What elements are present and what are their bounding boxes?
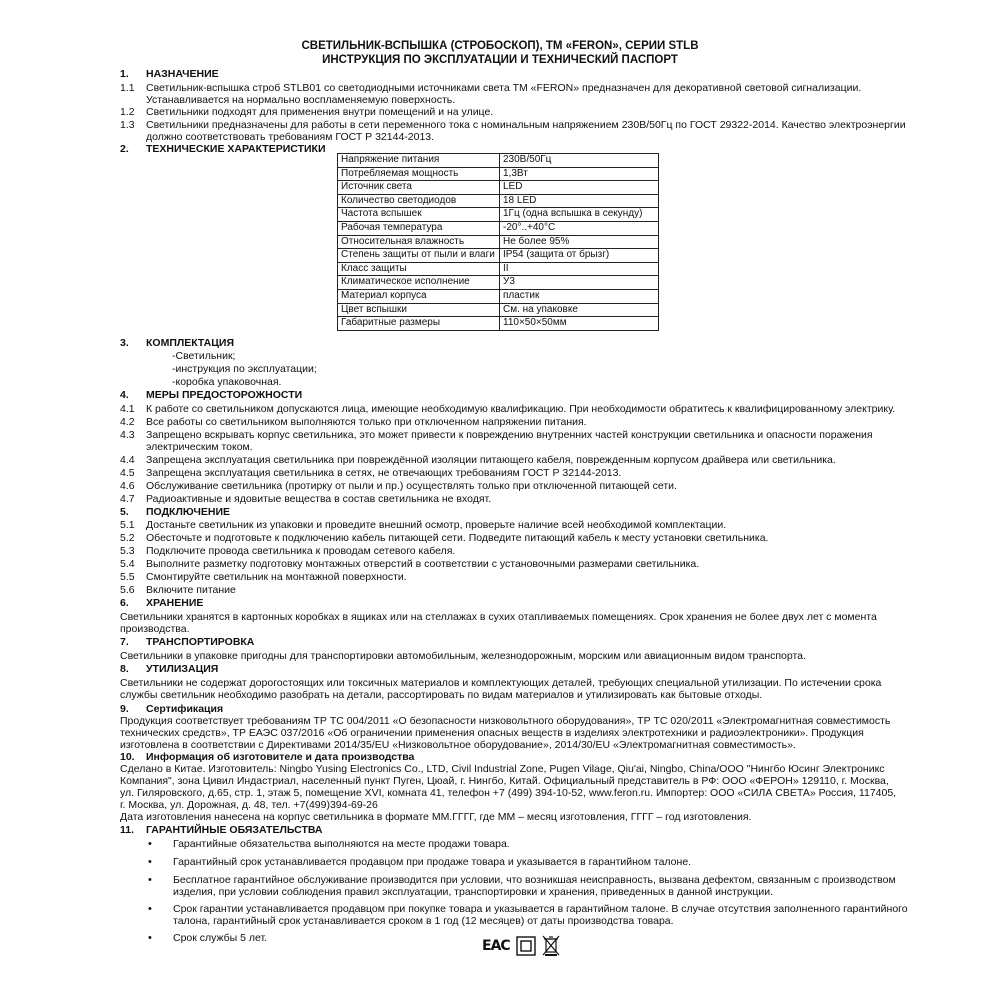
paragraph-line: производства.	[120, 623, 190, 635]
section-number: 1.	[120, 68, 129, 80]
section-number: 2.	[120, 143, 129, 155]
section-title: УТИЛИЗАЦИЯ	[146, 663, 219, 675]
spec-row	[338, 221, 659, 235]
paragraph-line: технических средств», ТР ЕАЭС 037/2016 «Об ограничении применения опасных веществ в изделиях электротехники и радиоэлектроники». Продукция	[120, 727, 864, 739]
paragraph-line: г. Москва, ул. Дорожная, д. 48, тел. +7(499)394-69-26	[120, 799, 378, 811]
paragraph-line: электрическим током.	[146, 441, 253, 453]
spec-value: II	[500, 262, 659, 276]
double-insulation-icon	[516, 936, 536, 956]
paragraph-line: Смонтируйте светильник на монтажной поверхности.	[146, 571, 407, 583]
paragraph-line: Дата изготовления нанесена на корпус светильника в формате ММ.ГГГГ, где ММ – месяц изготовления, ГГГГ – год изготовления.	[120, 811, 752, 823]
item-number: 1.2	[120, 106, 135, 118]
section-title: ХРАНЕНИЕ	[146, 597, 204, 609]
item-number: 5.1	[120, 519, 135, 531]
item-number: 1.1	[120, 82, 135, 94]
item-number: 4.1	[120, 403, 135, 415]
paragraph-line: Продукция соответствует требованиям ТР ТС 004/2011 «О безопасности низковольтного оборудования», ТР ТС 020/2011 «Электромагнитная совместимость	[120, 715, 891, 727]
bullet-icon: •	[148, 838, 152, 850]
paragraph-line: Обслуживание светильника (протирку от пыли и пр.) осуществлять только при отключенной питающей сети.	[146, 480, 677, 492]
item-number: 5.3	[120, 545, 135, 557]
section-number: 3.	[120, 337, 129, 349]
paragraph-line: изготовлена в соответствии с Директивами 2014/35/EU «Низковольтное оборудование», 2014/30/EU «Электромагнитная совместимость».	[120, 739, 796, 751]
section-title: ТРАНСПОРТИРОВКА	[146, 636, 255, 648]
list-item: -Светильник;	[172, 350, 236, 362]
spec-value: -20°..+40°С	[500, 221, 659, 235]
spec-row	[338, 181, 659, 195]
paragraph-line: Все работы со светильником выполняются только при отключенном напряжении питания.	[146, 416, 587, 428]
section-number: 10.	[120, 751, 135, 763]
paragraph-line: Сделано в Китае. Изготовитель: Ningbo Yusing Electronics Co., LTD, Civil Industrial Zone, Pugen Vilage, Qiu'ai, Ningbo, China/ООО "Нингбо Юсинг Электроникс	[120, 763, 885, 775]
item-number: 4.5	[120, 467, 135, 479]
spec-value: IP54 (защита от брызг)	[500, 249, 659, 263]
section-title: Сертификация	[146, 703, 224, 715]
spec-value: 110×50×50мм	[500, 317, 659, 331]
paragraph-line: Гарантийный срок устанавливается продавцом при продаже товара и указывается в гарантийном талоне.	[173, 856, 692, 868]
bullet-icon: •	[148, 932, 152, 944]
spec-key: Цвет вспышки	[338, 303, 500, 317]
section-title: Информация об изготовителе и дата производства	[146, 751, 415, 763]
paragraph-line: Светильник-вспышка строб STLB01 со светодиодными источниками света ТМ «FERON» предназначен для декоративной световой сигнализации.	[146, 82, 862, 94]
paragraph-line: Светильники хранятся в картонных коробках в ящиках или на стеллажах в сухих отапливаемых помещениях. Срок хранения не более двух лет с момента	[120, 611, 877, 623]
paragraph-line: Запрещена эксплуатация светильника в сетях, не отвечающих требованиям ГОСТ Р 32144-2013.	[146, 467, 622, 479]
section-number: 7.	[120, 636, 129, 648]
paragraph-line: К работе со светильником допускаются лица, имеющие необходимую квалификацию. При необходимости обратитесь к квалифицированному электрику.	[146, 403, 896, 415]
spec-value: пластик	[500, 289, 659, 303]
spec-row	[338, 194, 659, 208]
item-number: 4.2	[120, 416, 135, 428]
spec-key: Относительная влажность	[338, 235, 500, 249]
spec-value: У3	[500, 276, 659, 290]
paragraph-line: Бесплатное гарантийное обслуживание производится при условии, что возникшая неисправность, вызвана дефектом, связанным с производством	[173, 874, 896, 886]
section-title: НАЗНАЧЕНИЕ	[146, 68, 219, 80]
paragraph-line: Компания", зона Цивил Индастриал, населенный пункт Пуген, Цюай, г. Нингбо, Китай. Официальный представитель в РФ: ООО «ФЕРОН» 129110, г. Москва,	[120, 775, 889, 787]
paragraph-line: Выполните разметку подготовку монтажных отверстий в соответствии с установочными размерами светильника.	[146, 558, 700, 570]
bullet-icon: •	[148, 874, 152, 886]
spec-key: Потребляемая мощность	[338, 167, 500, 181]
spec-row	[338, 208, 659, 222]
item-number: 4.7	[120, 493, 135, 505]
paragraph-line: Подключите провода светильника к проводам сетевого кабеля.	[146, 545, 456, 557]
crossed-bin-icon	[542, 935, 560, 957]
spec-value: 18 LED	[500, 194, 659, 208]
paragraph-line: Устанавливается на нормально воспламеняемую поверхность.	[146, 94, 456, 106]
spec-row	[338, 262, 659, 276]
spec-key: Материал корпуса	[338, 289, 500, 303]
section-number: 6.	[120, 597, 129, 609]
paragraph-line: изделия, при условии соблюдения правил эксплуатации, транспортировки и хранения, приведенных в данной инструкции.	[173, 886, 774, 898]
paragraph-line: Обесточьте и подготовьте к подключению кабель питающей сети. Подведите питающий кабель к месту установки светильника.	[146, 532, 769, 544]
paragraph-line: Светильники в упаковке пригодны для транспортировки автомобильным, железнодорожным, морским или авиационным видом транспорта.	[120, 650, 806, 662]
spec-row	[338, 276, 659, 290]
spec-key: Количество светодиодов	[338, 194, 500, 208]
spec-row	[338, 167, 659, 181]
section-title: ТЕХНИЧЕСКИЕ ХАРАКТЕРИСТИКИ	[146, 143, 326, 155]
spec-value: 1,3Вт	[500, 167, 659, 181]
paragraph-line: Светильники предназначены для работы в сети переменного тока с номинальным напряжением 230В/50Гц по ГОСТ 29322-2014. Качество электроэнергии	[146, 119, 906, 131]
section-title: ГАРАНТИЙНЫЕ ОБЯЗАТЕЛЬСТВА	[146, 824, 323, 836]
spec-row	[338, 249, 659, 263]
section-number: 8.	[120, 663, 129, 675]
doc-subtitle: ИНСТРУКЦИЯ ПО ЭКСПЛУАТАЦИИ И ТЕХНИЧЕСКИЙ ПАСПОРТ	[322, 54, 678, 66]
spec-row	[338, 154, 659, 168]
paragraph-line: Включите питание	[146, 584, 236, 596]
certification-marks	[482, 935, 560, 957]
item-number: 4.3	[120, 429, 135, 441]
spec-row	[338, 235, 659, 249]
spec-value: LED	[500, 181, 659, 195]
paragraph-line: Срок гарантии устанавливается продавцом при покупке товара и указывается в гарантийном талоне. В случае отсутствия заполненного гарантийного	[173, 903, 908, 915]
section-title: КОМПЛЕКТАЦИЯ	[146, 337, 235, 349]
item-number: 4.4	[120, 454, 135, 466]
paragraph-line: службы светильник необходимо разобрать на детали, рассортировать по видам материалов и утилизировать как бытовые отходы.	[120, 689, 763, 701]
paragraph-line: Светильники подходят для применения внутри помещений и на улице.	[146, 106, 494, 118]
item-number: 5.4	[120, 558, 135, 570]
spec-key: Климатическое исполнение	[338, 276, 500, 290]
paragraph-line: Светильники не содержат дорогостоящих или токсичных материалов и комплектующих деталей, требующих специальной утилизации. По истечении срока	[120, 677, 882, 689]
spec-key: Частота вспышек	[338, 208, 500, 222]
spec-key: Напряжение питания	[338, 154, 500, 168]
spec-key: Класс защиты	[338, 262, 500, 276]
section-number: 9.	[120, 703, 129, 715]
spec-row	[338, 289, 659, 303]
spec-table	[337, 153, 659, 331]
doc-title: СВЕТИЛЬНИК-ВСПЫШКА (СТРОБОСКОП), ТМ «FERON», СЕРИИ STLB	[301, 40, 699, 52]
paragraph-line: Гарантийные обязательства выполняются на месте продажи товара.	[173, 838, 510, 850]
spec-row	[338, 303, 659, 317]
item-number: 5.5	[120, 571, 135, 583]
spec-key: Степень защиты от пыли и влаги	[338, 249, 500, 263]
item-number: 4.6	[120, 480, 135, 492]
spec-value: 1Гц (одна вспышка в секунду)	[500, 208, 659, 222]
paragraph-line: Срок службы 5 лет.	[173, 932, 268, 944]
paragraph-line: Радиоактивные и ядовитые вещества в состав светильника не входят.	[146, 493, 492, 505]
spec-key: Источник света	[338, 181, 500, 195]
eac-mark-icon: ЕАС	[482, 938, 510, 954]
section-title: ПОДКЛЮЧЕНИЕ	[146, 506, 231, 518]
paragraph-line: ул. Гиляровского, д.65, стр. 1, этаж 5, помещение XVI, комната 41, телефон +7 (499) 394-10-52, www.feron.ru. Импортер: ООО «СИЛА СВЕТА» Россия, 117405,	[120, 787, 897, 799]
paragraph-line: Запрещено вскрывать корпус светильника, это может привести к повреждению внутренних частей конструкции светильника и опасности поражения	[146, 429, 873, 441]
spec-value: Не более 95%	[500, 235, 659, 249]
paragraph-line: должно соответствовать требованиям ГОСТ Р 32144-2013.	[146, 131, 435, 143]
section-number: 11.	[120, 824, 135, 836]
section-number: 5.	[120, 506, 129, 518]
bullet-icon: •	[148, 856, 152, 868]
item-number: 5.2	[120, 532, 135, 544]
bullet-icon: •	[148, 903, 152, 915]
paragraph-line: Достаньте светильник из упаковки и проведите внешний осмотр, проверьте наличие всей необходимой комплектации.	[146, 519, 727, 531]
spec-key: Рабочая температура	[338, 221, 500, 235]
paragraph-line: талона, гарантийный срок устанавливается сроком в 1 год (12 месяцев) от даты производства товара.	[173, 915, 674, 927]
section-number: 4.	[120, 389, 129, 401]
list-item: -коробка упаковочная.	[172, 376, 282, 388]
spec-row	[338, 317, 659, 331]
paragraph-line: Запрещена эксплуатация светильника при повреждённой изоляции питающего кабеля, поврежденным корпусом драйвера или светильника.	[146, 454, 836, 466]
spec-key: Габаритные размеры	[338, 317, 500, 331]
section-title: МЕРЫ ПРЕДОСТОРОЖНОСТИ	[146, 389, 303, 401]
spec-value: 230В/50Гц	[500, 154, 659, 168]
item-number: 5.6	[120, 584, 135, 596]
list-item: -инструкция по эксплуатации;	[172, 363, 317, 375]
spec-value: См. на упаковке	[500, 303, 659, 317]
item-number: 1.3	[120, 119, 135, 131]
